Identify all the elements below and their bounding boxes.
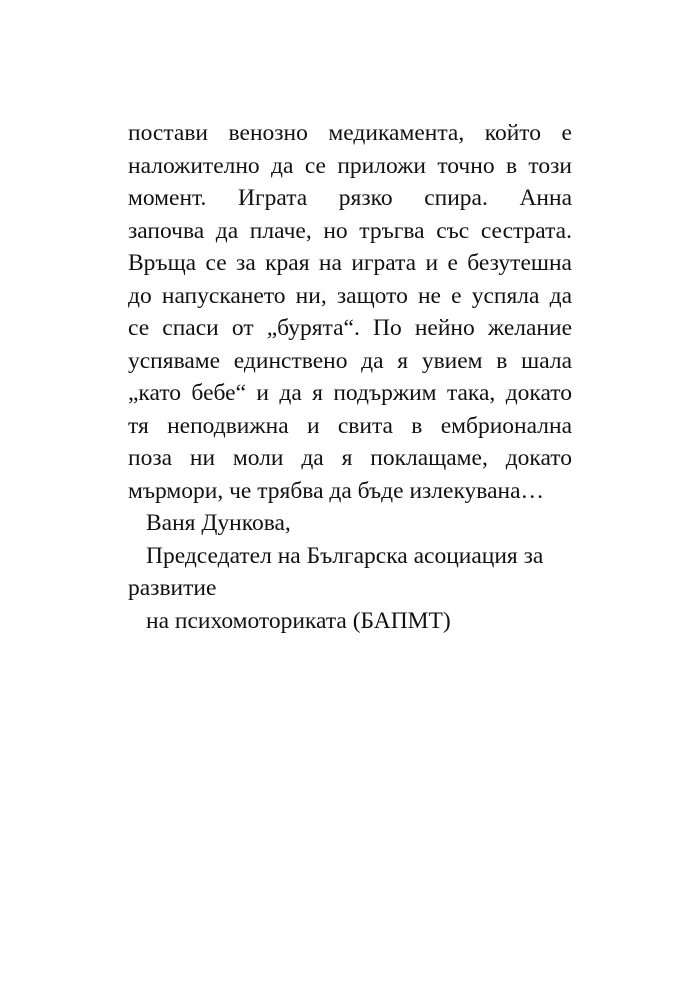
paragraph-line: тя неподвижна и свита в ембрионална [128,412,572,439]
paragraph-line: започва да плаче, но тръгва със сестрата. [128,217,572,244]
signature-title-line-2: развитие [128,575,217,601]
signature-title-line-1: Председател на Българска асоциация за [146,542,544,569]
signature-name: Ваня Дункова, [146,510,291,536]
paragraph-line: до напускането ни, защото не е успяла да [128,282,572,309]
paragraph-last-line: мърмори, че трябва да бъде излекувана… [128,477,545,504]
body-text [128,117,572,637]
signature-title-line-3: на психомоториката (БАПМТ) [146,607,451,634]
paragraph-line: момент. Играта рязко спира. Анна [128,185,572,211]
paragraph-line: успяваме единствено да я увием в шала [128,347,572,374]
paragraph-line: наложително да се приложи точно в този [128,152,572,179]
paragraph-line: Връща се за края на играта и е безутешна [128,250,572,276]
paragraph-line: поза ни моли да я поклащаме, докато [128,445,572,471]
paragraph-line: „като бебе“ и да я подържим така, докато [128,380,572,406]
paragraph-line: се спаси от „бурята“. По нейно желание [128,315,572,341]
paragraph-line: постави венозно медикамента, който е [128,120,572,146]
